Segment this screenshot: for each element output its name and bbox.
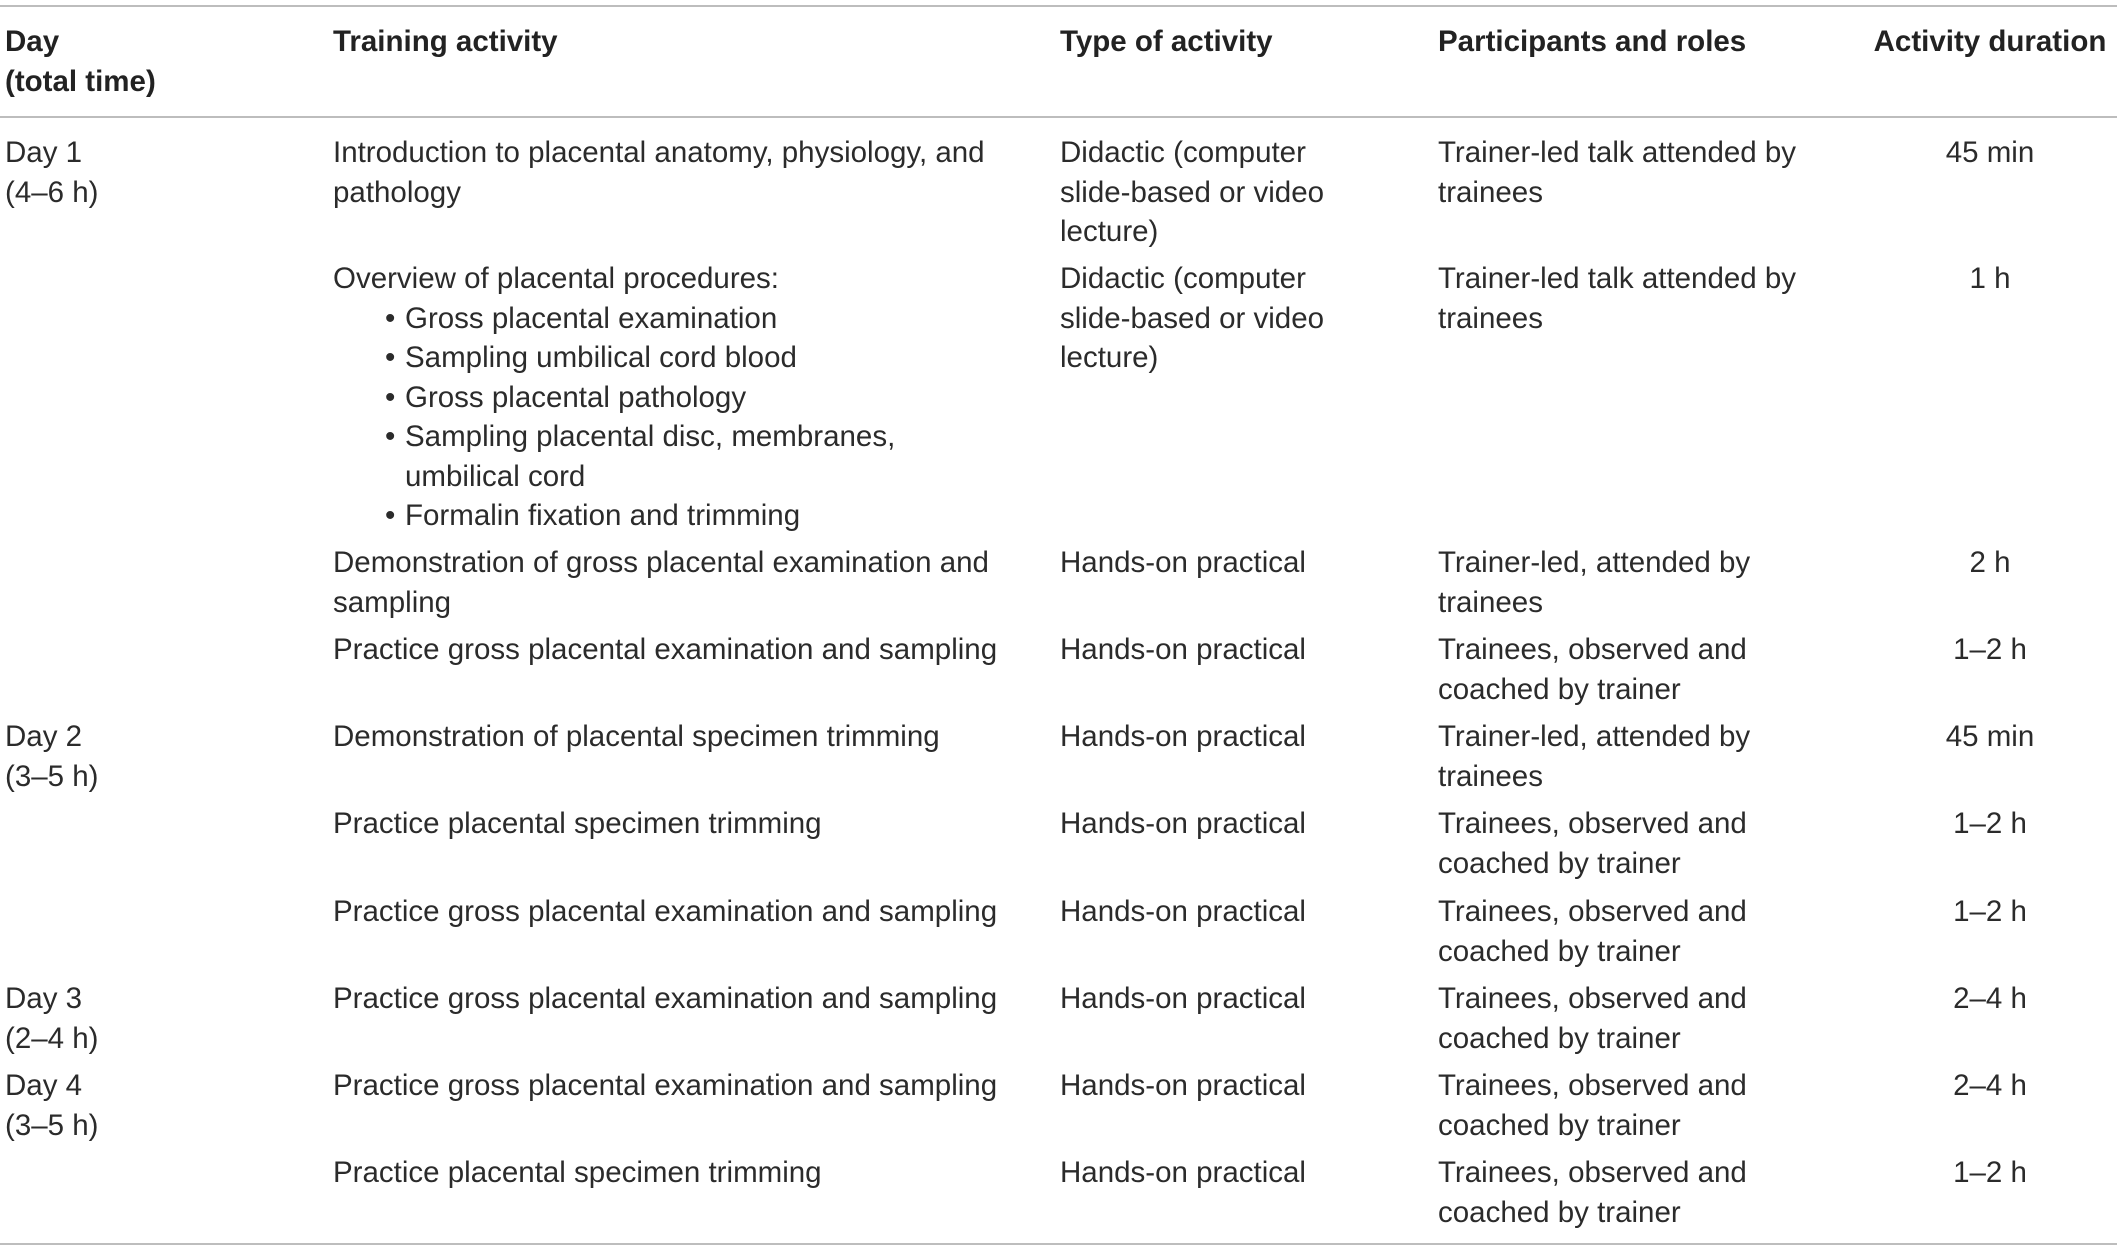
activity-text: Practice placental specimen trimming <box>333 1156 822 1189</box>
participants-text: Trainer-led talk attended by <box>1438 136 1797 169</box>
duration-cell: 45 min <box>1945 136 2035 169</box>
bullet-icon: • <box>385 301 396 335</box>
type-cell <box>1060 979 1306 1019</box>
type-text: slide-based or video <box>1060 175 1325 209</box>
activity-text: sampling <box>333 585 452 619</box>
header-bottom-rule <box>0 116 2117 118</box>
duration-cell: 2–4 h <box>1953 982 2027 1015</box>
activity-cell <box>333 717 940 757</box>
participants-text: Trainees, observed and <box>1438 633 1747 666</box>
header-participants-and-roles: Participants and roles <box>1438 25 1747 58</box>
participants-text: trainees <box>1438 585 1543 619</box>
duration-cell: 1 h <box>1969 262 2011 295</box>
activity-cell <box>333 979 997 1019</box>
participants-text: coached by trainer <box>1438 1108 1681 1142</box>
activity-cell <box>333 804 822 844</box>
type-text: Hands-on practical <box>1060 546 1306 579</box>
type-text: Hands-on practical <box>1060 1156 1306 1189</box>
header-type-of-activity: Type of activity <box>1060 25 1273 58</box>
participants-text: Trainer-led, attended by <box>1438 546 1751 579</box>
type-text: slide-based or video <box>1060 301 1325 335</box>
activity-cell <box>333 1153 822 1193</box>
participants-text: Trainees, observed and <box>1438 1156 1747 1189</box>
participants-cell <box>1438 1066 1747 1145</box>
duration-cell: 1–2 h <box>1953 895 2027 928</box>
type-text: Hands-on practical <box>1060 807 1306 840</box>
day-label-name: Day 2 <box>5 720 83 753</box>
activity-cell <box>333 892 997 932</box>
participants-text: Trainees, observed and <box>1438 895 1747 928</box>
type-text: Hands-on practical <box>1060 895 1306 928</box>
list-item: • Formalin fixation and trimming <box>405 496 895 536</box>
day-label-total-time: (4–6 h) <box>5 175 99 209</box>
activity-text: pathology <box>333 175 461 209</box>
participants-text: coached by trainer <box>1438 1021 1681 1055</box>
list-item: • Sampling umbilical cord blood <box>405 338 895 378</box>
activity-text: Practice placental specimen trimming <box>333 807 822 840</box>
type-cell <box>1060 133 1324 252</box>
type-cell <box>1060 1153 1306 1193</box>
header-activity-duration: Activity duration <box>1873 25 2107 58</box>
activity-cell <box>333 630 997 670</box>
type-cell <box>1060 804 1306 844</box>
procedure-bullet-list <box>385 299 896 536</box>
day-label <box>5 717 98 796</box>
day-label-total-time: (2–4 h) <box>5 1021 99 1055</box>
type-text: lecture) <box>1060 341 1159 374</box>
duration-cell: 2–4 h <box>1953 1069 2027 1102</box>
day-label-total-time: (3–5 h) <box>5 759 99 793</box>
activity-text: Demonstration of placental specimen trimming <box>333 720 940 753</box>
list-item: • Gross placental examination <box>405 299 895 339</box>
table-bottom-rule <box>0 1243 2117 1245</box>
bullet-icon: • <box>385 341 396 374</box>
activity-text: Overview of placental procedures: <box>333 262 780 295</box>
participants-text: coached by trainer <box>1438 672 1681 706</box>
duration-cell: 2 h <box>1969 546 2011 579</box>
duration-cell: 1–2 h <box>1953 1156 2027 1189</box>
duration-cell: 45 min <box>1945 720 2035 753</box>
type-text: Didactic (computer <box>1060 262 1306 295</box>
type-cell <box>1060 892 1306 932</box>
day-label <box>5 979 98 1058</box>
activity-cell <box>333 259 779 299</box>
table-top-rule <box>0 5 2117 7</box>
type-text: Hands-on practical <box>1060 982 1306 1015</box>
list-item: • Gross placental pathology <box>405 378 895 418</box>
participants-cell <box>1438 804 1747 883</box>
type-text: Hands-on practical <box>1060 633 1306 666</box>
type-cell <box>1060 543 1306 583</box>
type-text: Hands-on practical <box>1060 720 1306 753</box>
activity-text: Demonstration of gross placental examination and <box>333 546 989 579</box>
participants-text: Trainees, observed and <box>1438 982 1747 1015</box>
participants-cell <box>1438 979 1747 1058</box>
day-label <box>5 1066 98 1145</box>
day-label <box>5 133 98 212</box>
participants-text: Trainees, observed and <box>1438 807 1747 840</box>
day-label-name: Day 4 <box>5 1069 83 1102</box>
activity-cell <box>333 543 989 622</box>
activity-text: Practice gross placental examination and sampling <box>333 895 998 928</box>
participants-text: coached by trainer <box>1438 934 1681 968</box>
header-training-activity: Training activity <box>333 25 558 58</box>
participants-cell <box>1438 133 1796 212</box>
activity-text: Introduction to placental anatomy, physiology, and <box>333 136 985 169</box>
participants-text: coached by trainer <box>1438 1195 1681 1229</box>
type-text: Hands-on practical <box>1060 1069 1306 1102</box>
participants-cell <box>1438 717 1750 796</box>
activity-cell <box>333 133 985 212</box>
participants-cell <box>1438 1153 1747 1232</box>
day-label-name: Day 1 <box>5 136 83 169</box>
duration-cell: 1–2 h <box>1953 633 2027 666</box>
participants-cell <box>1438 543 1750 622</box>
header-day-line1: Day <box>5 25 60 58</box>
participants-text: coached by trainer <box>1438 846 1681 880</box>
day-label-name: Day 3 <box>5 982 83 1015</box>
activity-text: Practice gross placental examination and sampling <box>333 633 998 666</box>
bullet-icon: • <box>385 380 396 414</box>
type-cell <box>1060 630 1306 670</box>
participants-text: Trainer-led, attended by <box>1438 720 1751 753</box>
activity-text: Practice gross placental examination and sampling <box>333 982 998 1015</box>
type-cell <box>1060 717 1306 757</box>
participants-text: Trainees, observed and <box>1438 1069 1747 1102</box>
participants-cell <box>1438 630 1747 709</box>
list-item: • Sampling placental disc, membranes, umbilical cord <box>405 417 895 496</box>
type-text: Didactic (computer <box>1060 136 1306 169</box>
participants-text: trainees <box>1438 301 1543 335</box>
header-day <box>5 22 156 101</box>
type-cell <box>1060 259 1324 378</box>
participants-cell <box>1438 892 1747 971</box>
header-day-line2: (total time) <box>5 64 156 98</box>
participants-text: trainees <box>1438 759 1543 793</box>
participants-cell <box>1438 259 1796 338</box>
bullet-icon: • <box>385 420 396 453</box>
participants-text: Trainer-led talk attended by <box>1438 262 1797 295</box>
participants-text: trainees <box>1438 175 1543 209</box>
day-label-total-time: (3–5 h) <box>5 1108 99 1142</box>
activity-cell <box>333 1066 997 1106</box>
type-cell <box>1060 1066 1306 1106</box>
activity-text: Practice gross placental examination and sampling <box>333 1069 998 1102</box>
type-text: lecture) <box>1060 215 1159 248</box>
duration-cell: 1–2 h <box>1953 807 2027 840</box>
bullet-icon: • <box>385 499 396 532</box>
